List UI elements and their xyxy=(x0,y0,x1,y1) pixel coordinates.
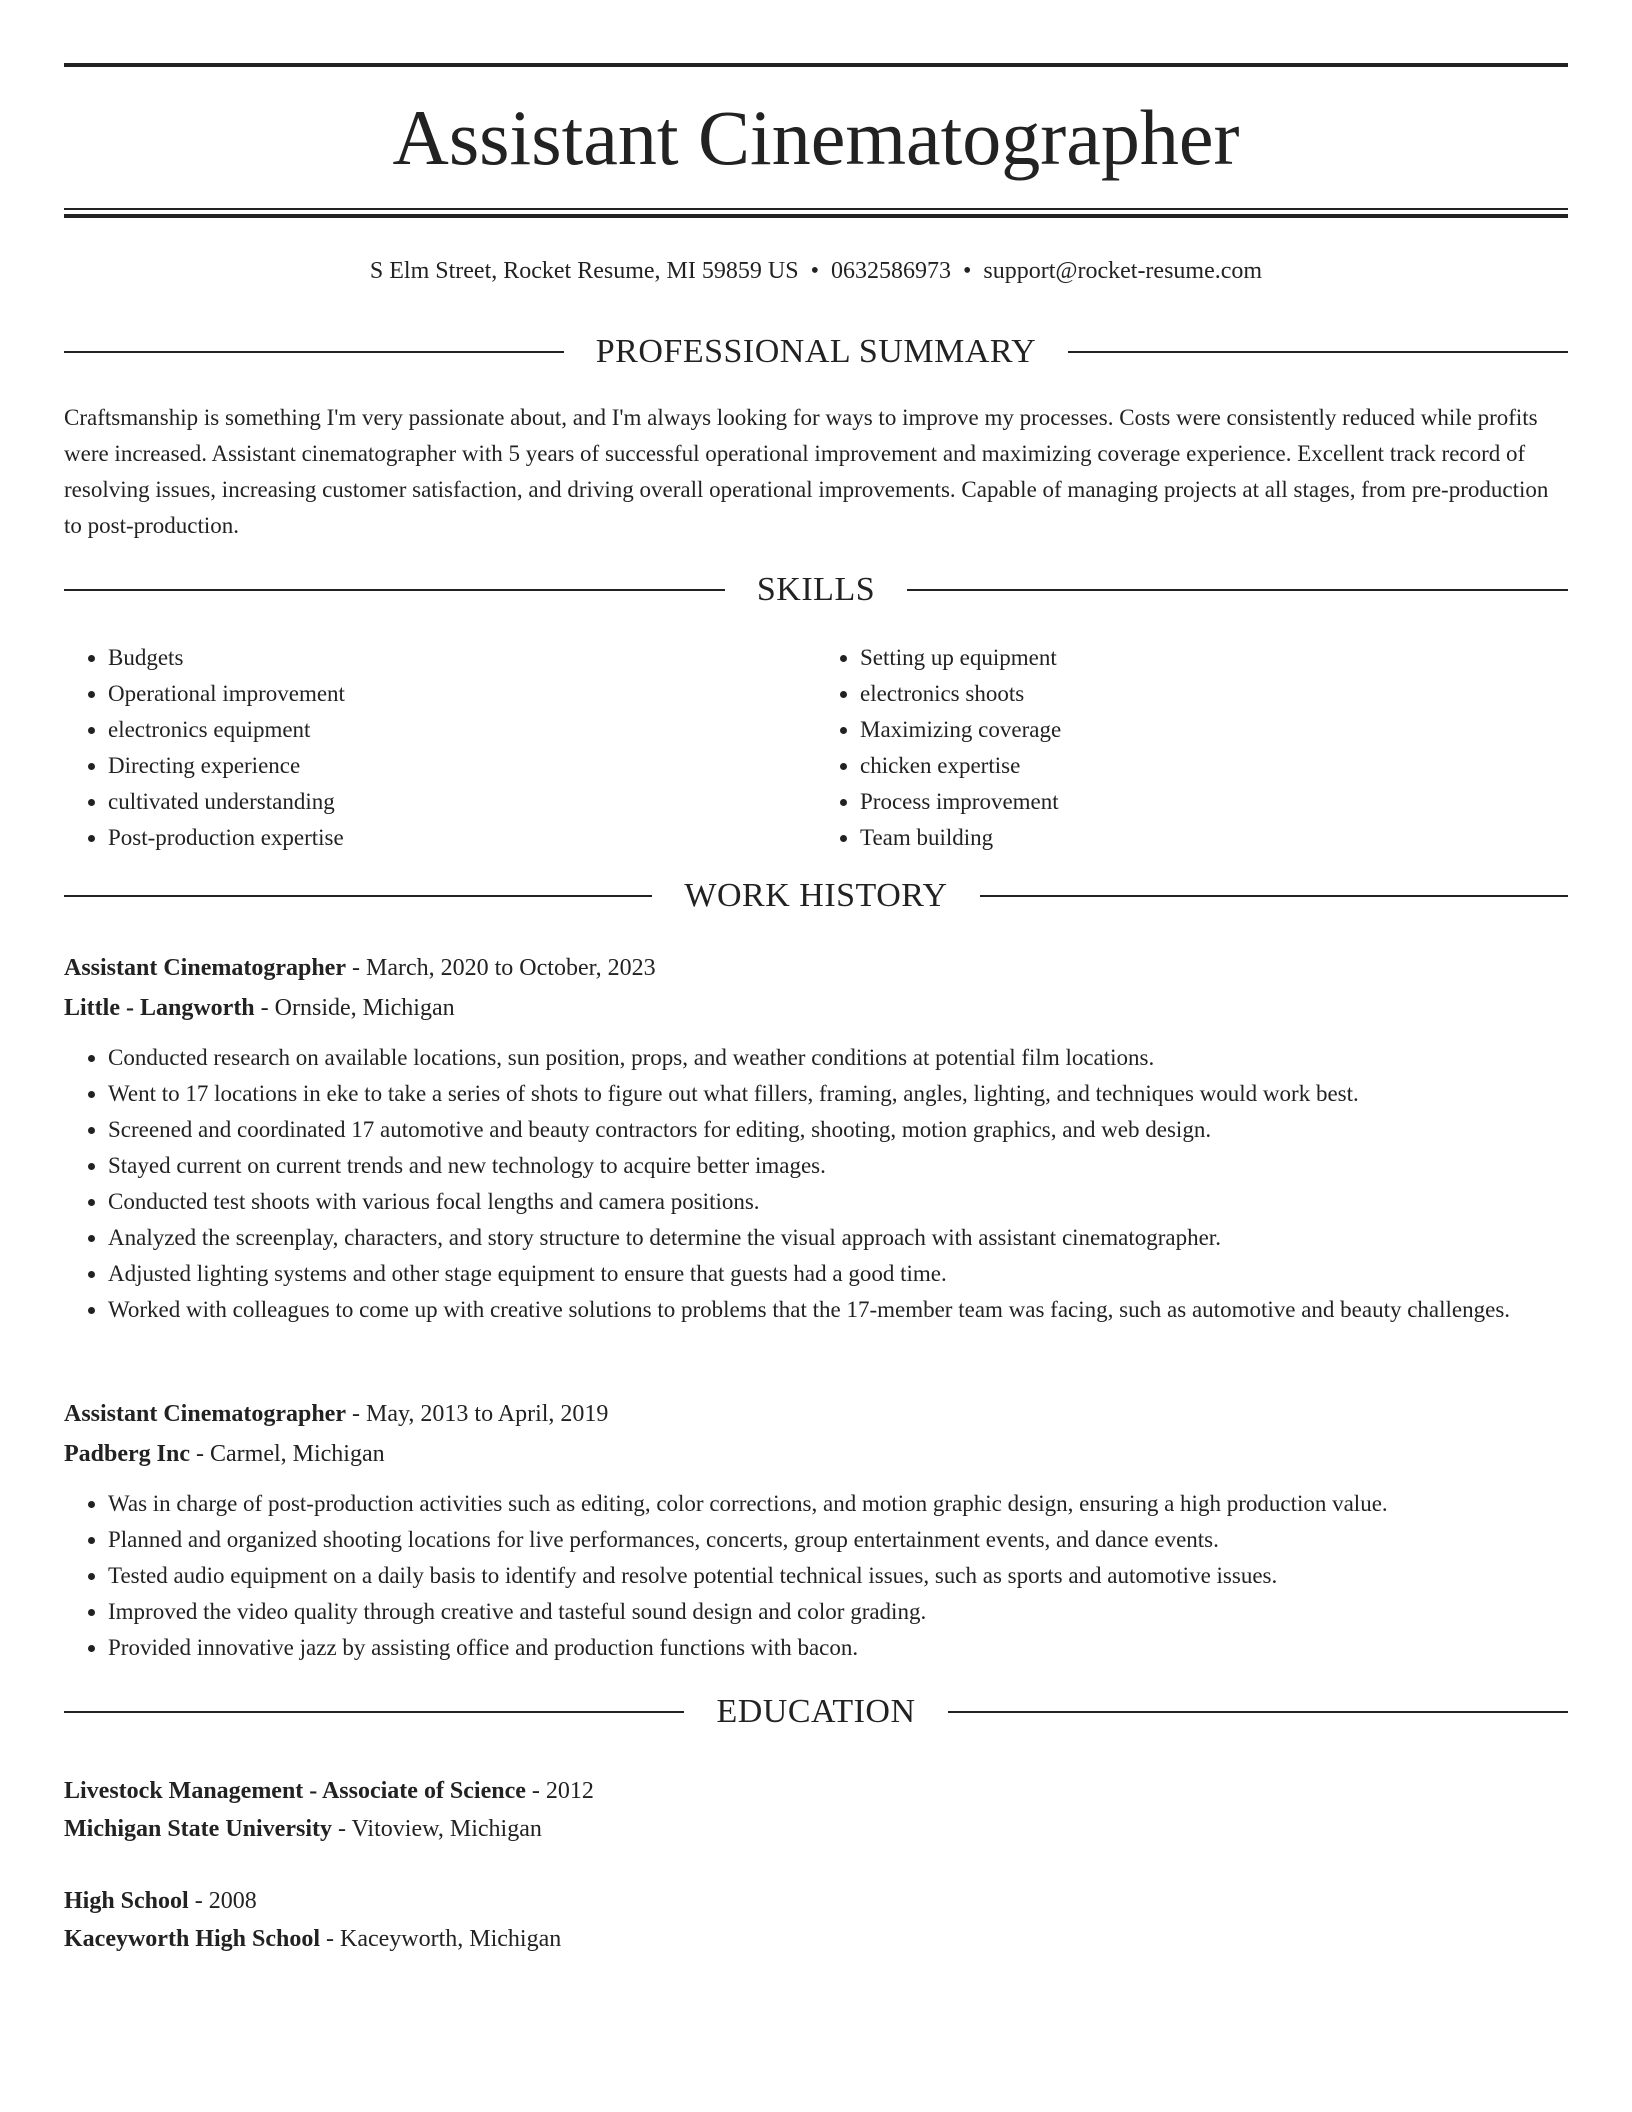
heading-rule xyxy=(64,895,652,897)
heading-rule xyxy=(64,1711,684,1713)
skill-item: • cultivated understanding xyxy=(108,784,816,820)
title-divider xyxy=(64,208,1568,218)
skills-list xyxy=(64,640,1568,856)
education-degree-line xyxy=(64,1772,1568,1810)
summary-text: Craftsmanship is something I'm very passionate about, and I'm always looking for ways to improve my processes. Costs were consistently reduced while profits were increased. Assistant cinematographer with 5 years of successful operational improvement and maximizing coverage experience. Excellent track record of resolving issues, increasing customer satisfaction, and driving overall operational improvements. Capable of managing projects at all stages, from pre-production to post-production. xyxy=(64,405,1549,538)
skill-item: • electronics equipment xyxy=(108,712,816,748)
education-school: Michigan State University xyxy=(64,1816,332,1842)
education-degree-line xyxy=(64,1882,1568,1920)
job-entry xyxy=(64,1394,1568,1666)
education-entry xyxy=(64,1882,1568,1958)
heading-rule xyxy=(980,895,1568,897)
job-title-line xyxy=(64,948,1568,988)
education-heading xyxy=(64,1690,1568,1734)
skill-item: • electronics shoots xyxy=(860,676,1568,712)
skill-item: • Budgets xyxy=(108,640,816,676)
job-bullets xyxy=(64,1040,1568,1328)
job-bullet: • Stayed current on current trends and new technology to acquire better images. xyxy=(108,1148,1568,1184)
job-bullet: • Planned and organized shooting locations for live performances, concerts, group entertainment events, and dance events. xyxy=(108,1522,1568,1558)
heading-rule xyxy=(1068,351,1568,353)
job-bullet: • Analyzed the screenplay, characters, and story structure to determine the visual approach with assistant cinematographer. xyxy=(108,1220,1568,1256)
job-bullet: • Adjusted lighting systems and other stage equipment to ensure that guests had a good time. xyxy=(108,1256,1568,1292)
education-location: - Kaceyworth, Michigan xyxy=(320,1926,562,1952)
contact-separator: • xyxy=(810,258,819,284)
job-company-line xyxy=(64,988,1568,1028)
education-heading-label: EDUCATION xyxy=(716,1693,916,1730)
contact-separator: • xyxy=(962,258,972,284)
heading-rule xyxy=(948,1711,1568,1713)
work-heading xyxy=(64,874,1568,918)
education-degree: High School xyxy=(64,1888,189,1914)
job-location: - Carmel, Michigan xyxy=(190,1441,385,1467)
work-heading-label: WORK HISTORY xyxy=(684,877,948,914)
top-divider xyxy=(64,63,1568,67)
skills-heading-label: SKILLS xyxy=(756,571,876,608)
skill-item: • chicken expertise xyxy=(860,748,1568,784)
heading-rule xyxy=(64,589,725,591)
skills-column-right xyxy=(816,640,1568,856)
job-bullet: • Provided innovative jazz by assisting office and production functions with bacon. xyxy=(108,1630,1568,1666)
job-bullet: • Worked with colleagues to come up with creative solutions to problems that the 17-member team was facing, such as automotive and beauty challenges. xyxy=(108,1292,1568,1328)
skills-heading xyxy=(64,568,1568,612)
job-bullet: • Conducted test shoots with various focal lengths and camera positions. xyxy=(108,1184,1568,1220)
skill-item: • Directing experience xyxy=(108,748,816,784)
skill-item: • Operational improvement xyxy=(108,676,816,712)
job-entry xyxy=(64,948,1568,1328)
contact-line xyxy=(64,256,1568,286)
job-bullet: • Conducted research on available locations, sun position, props, and weather conditions at potential film locations. xyxy=(108,1040,1568,1076)
summary-heading-label: PROFESSIONAL SUMMARY xyxy=(595,333,1037,370)
education-school-line xyxy=(64,1810,1568,1848)
education-degree: Livestock Management - Associate of Science xyxy=(64,1778,526,1804)
heading-rule xyxy=(907,589,1568,591)
contact-email[interactable]: support@rocket-resume.com xyxy=(983,258,1263,284)
job-bullet: • Was in charge of post-production activities such as editing, color corrections, and motion graphic design, ensuring a high production value. xyxy=(108,1486,1568,1522)
education-year: - 2008 xyxy=(188,1888,257,1914)
contact-address: S Elm Street, Rocket Resume, MI 59859 US xyxy=(369,258,799,284)
skill-item: • Setting up equipment xyxy=(860,640,1568,676)
job-bullet: • Went to 17 locations in eke to take a series of shots to figure out what fillers, framing, angles, lighting, and techniques would work best. xyxy=(108,1076,1568,1112)
job-title: Assistant Cinematographer xyxy=(64,955,346,981)
heading-rule xyxy=(64,351,564,353)
education-year: - 2012 xyxy=(525,1778,594,1804)
education-location: - Vitoview, Michigan xyxy=(331,1816,542,1842)
job-title-line xyxy=(64,1394,1568,1434)
education-school-line xyxy=(64,1920,1568,1958)
education-school: Kaceyworth High School xyxy=(64,1926,320,1952)
job-company: Padberg Inc xyxy=(64,1441,190,1467)
job-location: - Ornside, Michigan xyxy=(254,995,455,1021)
resume-title: Assistant Cinematographer xyxy=(392,94,1240,181)
skill-item: • Team building xyxy=(860,820,1568,856)
skill-item: • Process improvement xyxy=(860,784,1568,820)
contact-phone: 0632586973 xyxy=(830,258,951,284)
skills-column-left xyxy=(64,640,816,856)
job-bullet: • Screened and coordinated 17 automotive and beauty contractors for editing, shooting, motion graphics, and web design. xyxy=(108,1112,1568,1148)
summary-heading xyxy=(64,330,1568,374)
job-title: Assistant Cinematographer xyxy=(64,1401,346,1427)
job-dates: - May, 2013 to April, 2019 xyxy=(346,1401,609,1427)
job-bullet: • Improved the video quality through creative and tasteful sound design and color grading. xyxy=(108,1594,1568,1630)
job-company: Little - Langworth xyxy=(64,995,255,1021)
education-entry xyxy=(64,1772,1568,1848)
job-company-line xyxy=(64,1434,1568,1474)
job-dates: - March, 2020 to October, 2023 xyxy=(346,955,656,981)
skill-item: • Maximizing coverage xyxy=(860,712,1568,748)
job-bullet: • Tested audio equipment on a daily basis to identify and resolve potential technical issues, such as sports and automotive issues. xyxy=(108,1558,1568,1594)
job-bullets xyxy=(64,1486,1568,1666)
skill-item: • Post-production expertise xyxy=(108,820,816,856)
